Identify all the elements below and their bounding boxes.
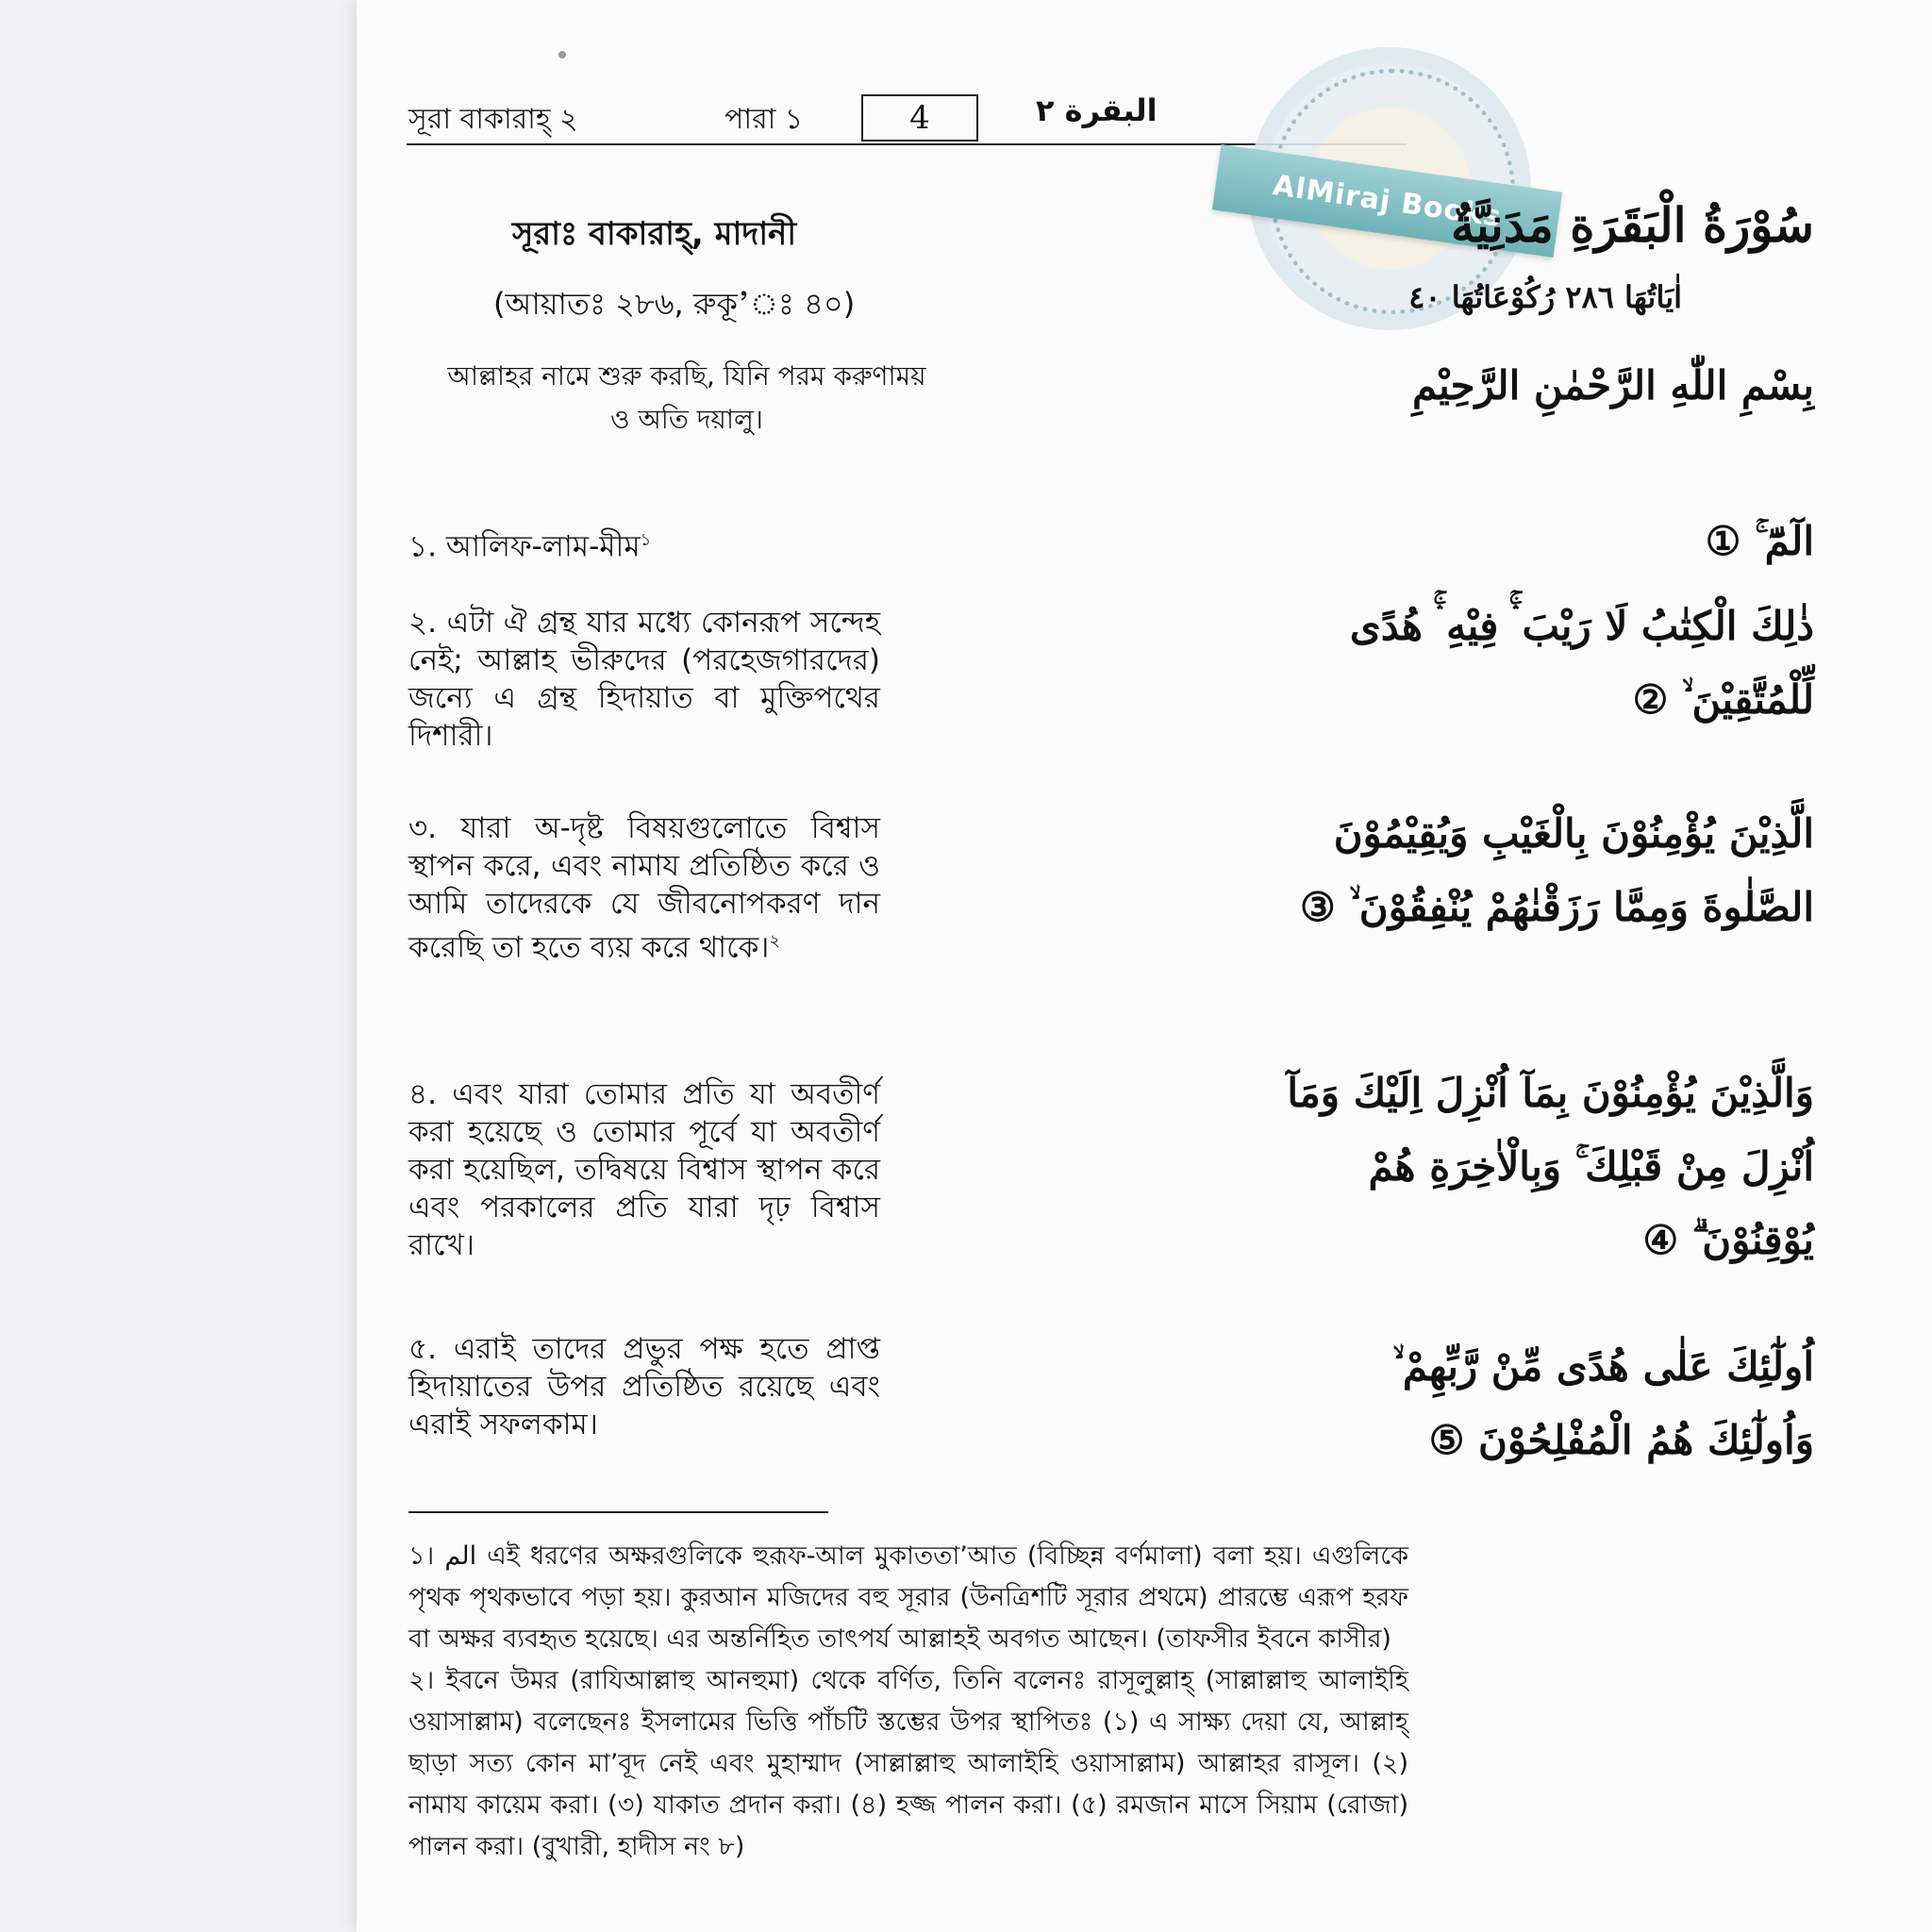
verse-ar-2: ذٰلِكَ الْكِتٰبُ لَا رَيْبَ ۛۚ فِيْهِ ۛۚ هُدًى لِّلْمُتَّقِيْنَ ۙ ② — [1349, 603, 1814, 723]
header-surah-name: সূরা বাকারাহ্‌ ২ — [408, 103, 578, 136]
footnote-1: ১। الم এই ধরণের অক্ষরগুলিকে হুরূফ-আল মুকাততা’আত (বিচ্ছিন্ন বর্ণমালা) বলা হয়। এগুলিকে পৃথক পৃথকভাবে পড়া হয়। কুরআন মজিদের বহু সূরার (উনত্রিশটি সূরার প্রথমে) প্রারম্ভে এরূপ হরফ বা অক্ষর ব্যবহৃত হয়েছে। এর অন্তর্নিহিত তাৎপর্য আল্লাহই অবগত আছেন। (তাফসীর ইবনে কাসীর) — [408, 1541, 1408, 1654]
surah-info-ar: اٰيَاتُهَا ٢٨٦ رُكُوْعَاتُهَا ٤٠ — [1408, 279, 1682, 315]
header-para: পারা ১ — [724, 103, 804, 136]
footnote-rule — [408, 1511, 828, 1513]
surah-title-bn: সূরাঃ বাকারাহ্‌, মাদানী — [512, 215, 797, 253]
book-page — [357, 0, 1932, 1932]
verse-ar-4: وَالَّذِيْنَ يُؤْمِنُوْنَ بِمَآ اُنْزِلَ اِلَيْكَ وَمَآ اُنْزِلَ مِنْ قَبْلِكَ ۚ وَبِالْاٰخِرَةِ هُمْ يُوْقِنُوْنَ ۗ ④ — [1287, 1070, 1814, 1263]
verse-bn-1: ১. আলিফ-লাম-মীম$^১$ — [408, 529, 652, 564]
header-arabic-surah: البقرة ٢ — [1036, 92, 1158, 128]
verse-bn-2: ২. এটা ঐ গ্রন্থ যার মধ্যে কোনরূপ সন্দেহ নেই; আল্লাহ ভীরুদের (পরহেজগারদের) জন্যে এ গ্রন্থ হিদায়াত বা মুক্তিপথের দিশারী। — [408, 606, 880, 753]
verse-ar-3: الَّذِيْنَ يُؤْمِنُوْنَ بِالْغَيْبِ وَيُقِيْمُوْنَ الصَّلٰوةَ وَمِمَّا رَزَقْنٰهُمْ يُنْفِقُوْنَ ۙ ③ — [1299, 810, 1814, 930]
verse-bn-3: ৩. যারা অ-দৃষ্ট বিষয়গুলোতে বিশ্বাস স্থাপন করে, এবং নামায প্রতিষ্ঠিত করে ও আমি তাদেরকে যে জীবনোপকরণ দান করেছি তা হতে ব্যয় করে থাকে।$^২$ — [408, 811, 880, 965]
watermark-ribbon: AlMiraj Books — [1212, 144, 1562, 258]
bismillah-bn: আল্লাহর নামে শুরু করছি, যিনি পরম করুণাময় ও অতি দয়ালু। — [447, 360, 926, 435]
footnote-marker: ১ — [640, 530, 652, 550]
header-page-number: 4 — [861, 94, 978, 142]
footnote-marker: ২ — [769, 931, 781, 951]
surah-title-ar: سُوْرَةُ الْبَقَرَةِ مَدَنِيَّةٌ — [1450, 197, 1814, 253]
footnote-2: ২। ইবনে উমর (রাযিআল্লাহু আনহুমা) থেকে বর্ণিত, তিনি বলেনঃ রাসূলুল্লাহ্‌ (সাল্লাল্লাহু আলাইহি ওয়াসাল্লাম) বলেছেনঃ ইসলামের ভিত্তি পাঁচটি স্তম্ভের উপর স্থাপিতঃ (১) এ সাক্ষ্য দেয়া যে, আল্লাহ্‌ ছাড়া সত্য কোন মা’বূদ নেই এবং মুহাম্মাদ (সাল্লাল্লাহু আলাইহি ওয়াসাল্লাম) আল্লাহর রাসূল। (২) নামায কায়েম করা। (৩) যাকাত প্রদান করা। (৪) হজ্জ পালন করা। (৫) রমজান মাসে সিয়াম (রোজা) পালন করা। (বুখারী, হাদীস নং ৮) — [408, 1666, 1408, 1861]
page-dot — [558, 51, 566, 58]
verse-ar-5: اُولٰٓئِكَ عَلٰى هُدًى مِّنْ رَّبِّهِمْ ۙ وَاُولٰٓئِكَ هُمُ الْمُفْلِحُوْنَ ⑤ — [1392, 1343, 1814, 1463]
verse-ar-1: الٓمّٓ ۚ ① — [1705, 518, 1814, 564]
bismillah-ar: بِسْمِ اللّٰهِ الرَّحْمٰنِ الرَّحِيْمِ — [1412, 362, 1814, 408]
surah-info-bn: (আয়াতঃ ২৮৬, রুকূ’ঃ ৪০) — [493, 286, 856, 322]
verse-bn-4: ৪. এবং যারা তোমার প্রতি যা অবতীর্ণ করা হয়েছে ও তোমার পূর্বে যা অবতীর্ণ করা হয়েছিল, তদ্বিষয়ে বিশ্বাস স্থাপন করে এবং পরকালের প্রতি যারা দৃঢ় বিশ্বাস রাখে। — [408, 1077, 880, 1262]
verse-bn-5: ৫. এরাই তাদের প্রভুর পক্ষ হতে প্রাপ্ত হিদায়াতের উপর প্রতিষ্ঠিত রয়েছে এবং এরাই সফলকাম। — [408, 1332, 880, 1441]
